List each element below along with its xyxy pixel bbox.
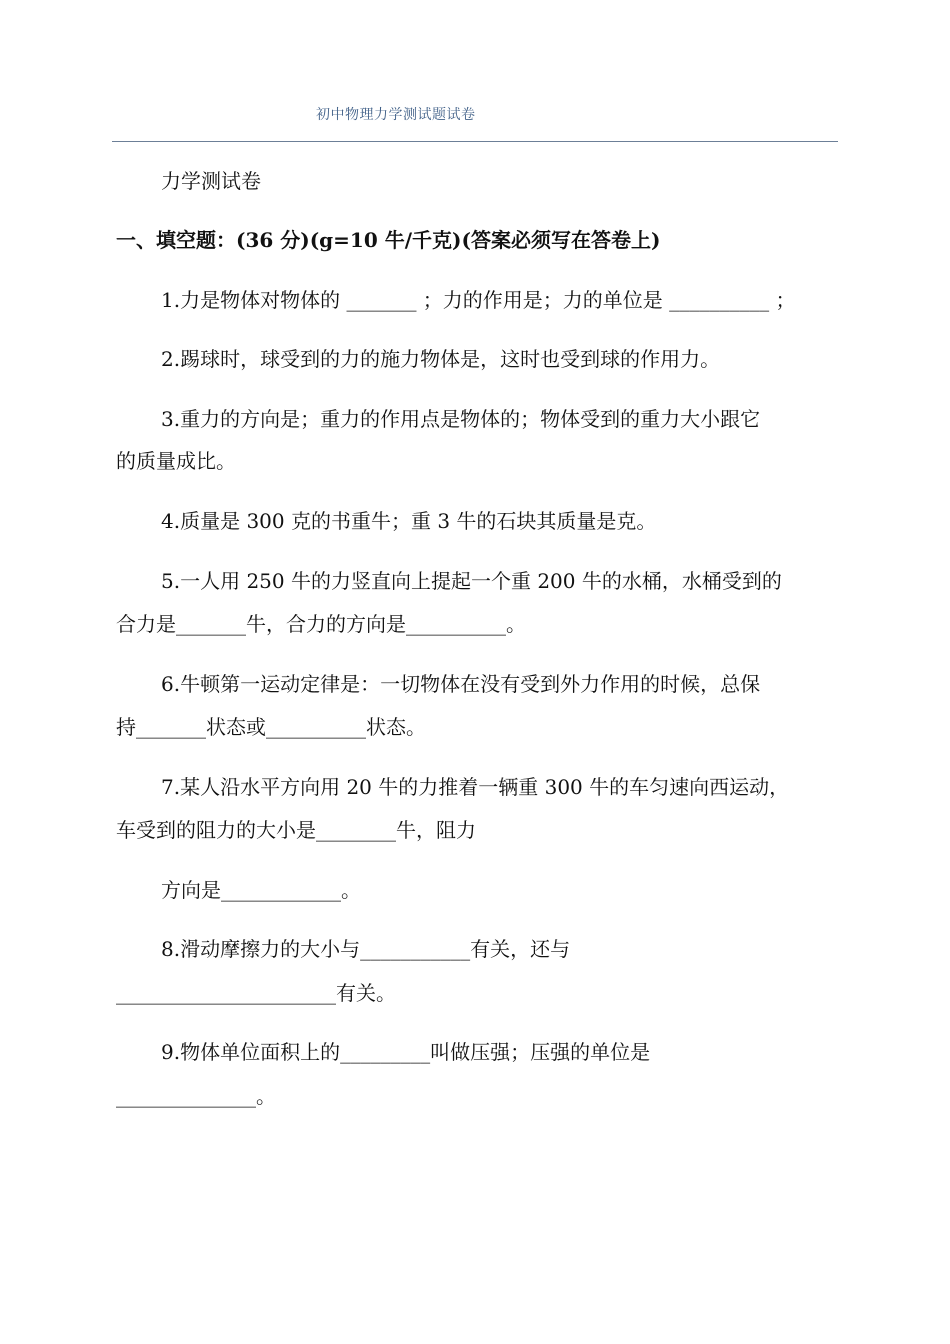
question-6-continued: 持_______状态或__________状态。 xyxy=(116,715,426,739)
running-header: 初中物理力学测试题试卷 xyxy=(316,107,476,123)
question-1: 1.力是物体对物体的 _______ ；力的作用是；力的单位是 __________ ； xyxy=(161,288,796,312)
header-divider xyxy=(112,141,838,142)
question-9-continued: ______________。 xyxy=(116,1084,276,1108)
question-6: 6.牛顿第一运动定律是：一切物体在没有受到外力作用的时候，总保 xyxy=(161,672,761,696)
question-2: 2.踢球时，球受到的力的施力物体是，这时也受到球的作用力。 xyxy=(161,347,721,371)
question-7-continued: 车受到的阻力的大小是________牛，阻力 xyxy=(116,818,476,842)
question-8-continued: ______________________有关。 xyxy=(116,981,396,1005)
question-5-continued: 合力是_______牛，合力的方向是__________。 xyxy=(116,612,526,636)
question-9: 9.物体单位面积上的_________叫做压强；压强的单位是 xyxy=(161,1040,651,1064)
question-5: 5.一人用 250 牛的力竖直向上提起一个重 200 牛的水桶，水桶受到的 xyxy=(161,569,782,593)
question-3-continued: 的质量成比。 xyxy=(116,449,236,473)
question-4: 4.质量是 300 克的书重牛；重 3 牛的石块其质量是克。 xyxy=(161,509,657,533)
question-7-direction: 方向是____________。 xyxy=(161,878,361,902)
question-8: 8.滑动摩擦力的大小与___________有关，还与 xyxy=(161,937,571,961)
question-7: 7.某人沿水平方向用 20 牛的力推着一辆重 300 牛的车匀速向西运动， xyxy=(161,775,790,799)
question-3: 3.重力的方向是；重力的作用点是物体的；物体受到的重力大小跟它 xyxy=(161,407,761,431)
document-title: 力学测试卷 xyxy=(161,169,261,193)
section-heading: 一、填空题：(36 分)(g=10 牛/千克)(答案必须写在答卷上) xyxy=(116,228,661,252)
